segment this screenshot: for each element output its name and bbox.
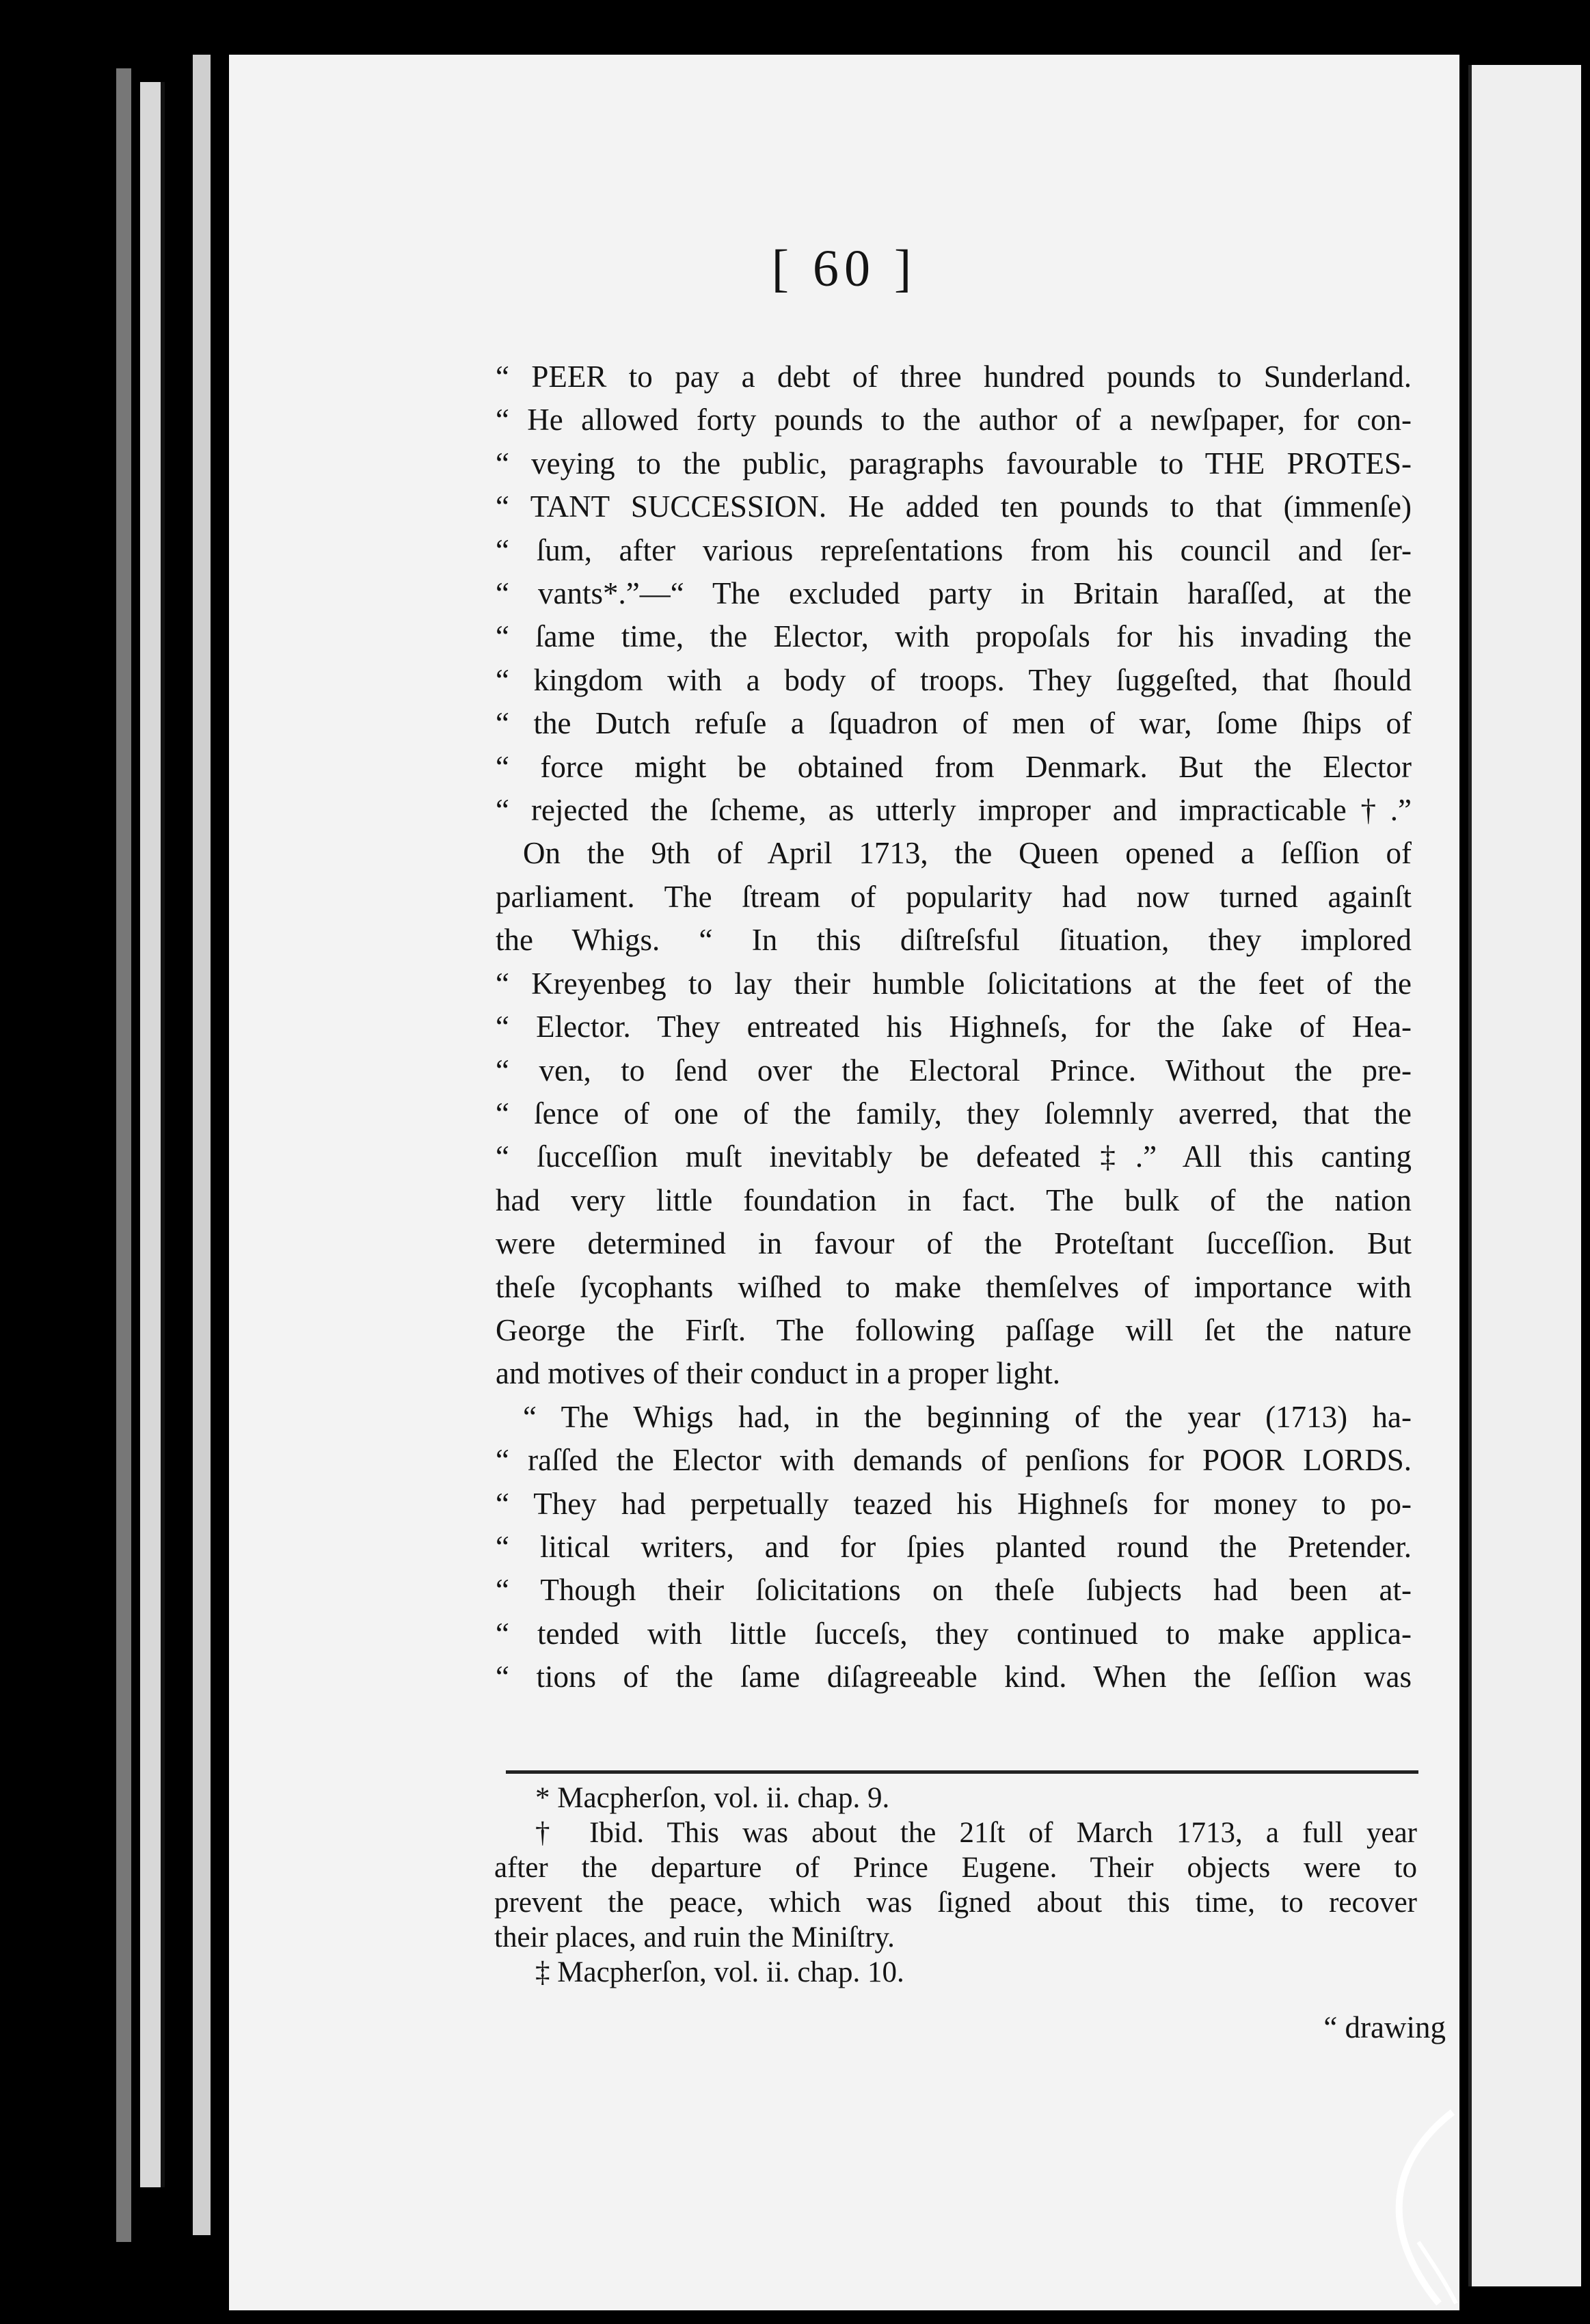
body-text <box>496 355 1412 1699</box>
text-line: “ ven, to ſend over the Electoral Prince. Without the pre- <box>496 1053 1412 1087</box>
binding-spine <box>140 82 165 2187</box>
text-line: “ He allowed forty pounds to the author of a newſpaper, for con- <box>496 403 1412 437</box>
text-line: “ They had perpetually teazed his Highneſs for money to po- <box>496 1486 1412 1521</box>
catchword: “ drawing <box>1323 2010 1446 2044</box>
footnote: ‡ Macpherſon, vol. ii. chap. 10. <box>535 1956 904 1988</box>
text-line: the Whigs. “ In this diſtreſsful ſituation, they implored <box>496 923 1412 958</box>
binding-edge <box>116 68 131 2242</box>
text-line: On the 9th of April 1713, the Queen opened a ſeſſion of <box>523 836 1412 871</box>
text-line: “ PEER to pay a debt of three hundred pounds to Sunderland. <box>496 360 1412 394</box>
text-line: “ The Whigs had, in the beginning of the year (1713) ha- <box>523 1399 1412 1434</box>
text-line: “ force might be obtained from Denmark. But the Elector <box>496 749 1412 784</box>
text-line: were determined in favour of the Proteſtant ſucceſſion. But <box>496 1226 1412 1261</box>
text-line: theſe ſycophants wiſhed to make themſelves of importance with <box>496 1269 1412 1304</box>
text-line: “ rejected the ſcheme, as utterly improper and impracticable†.” <box>496 793 1412 828</box>
facing-page-edge <box>1468 65 1581 2286</box>
footnotes <box>494 1781 1417 1990</box>
text-line: “ litical writers, and for ſpies planted round the Pretender. <box>496 1529 1412 1564</box>
text-line: “ raſſed the Elector with demands of penſions for POOR LORDS. <box>496 1443 1412 1478</box>
text-line: “ Though their ſolicitations on theſe ſubjects had been at- <box>496 1573 1412 1608</box>
book-page <box>229 55 1459 2310</box>
text-line: “ Elector. They entreated his Highneſs, for the ſake of Hea- <box>496 1010 1412 1044</box>
footnote-line: after the departure of Prince Eugene. Their objects were to <box>494 1852 1417 1884</box>
page-curl-mark <box>1350 2105 1459 2310</box>
footnote: † Ibid. This was about the 21ſt of March 1713, a full year <box>535 1817 1417 1849</box>
footnote-line: prevent the peace, which was ſigned about this time, to recover <box>494 1887 1417 1919</box>
text-line: “ veying to the public, paragraphs favourable to THE PROTES- <box>496 446 1412 481</box>
text-line: “ the Dutch refuſe a ſquadron of men of war, ſome ſhips of <box>496 706 1412 741</box>
text-line: “ vants*.”—“ The excluded party in Britain haraſſed, at the <box>496 576 1412 611</box>
page-gutter-edge <box>193 55 211 2235</box>
footnote-line: their places, and ruin the Miniſtry. <box>494 1921 895 1954</box>
text-line: “ TANT SUCCESSION. He added ten pounds to that (immenſe) <box>496 489 1412 524</box>
text-line: had very little foundation in fact. The bulk of the nation <box>496 1183 1412 1217</box>
text-line: “ ſame time, the Elector, with propoſals for his invading the <box>496 619 1412 654</box>
text-line: “ Kreyenbeg to lay their humble ſolicitations at the feet of the <box>496 966 1412 1001</box>
footnote: * Macpherſon, vol. ii. chap. 9. <box>535 1782 890 1814</box>
text-line: “ tions of the ſame diſagreeable kind. When the ſeſſion was <box>496 1660 1412 1694</box>
text-line: “ ſence of one of the family, they ſolemnly averred, that the <box>496 1096 1412 1131</box>
text-line: “ kingdom with a body of troops. They ſuggeſted, that ſhould <box>496 662 1412 697</box>
footnote-rule <box>506 1770 1418 1774</box>
page-number: [ 60 ] <box>771 240 917 297</box>
text-line: “ ſum, after various repreſentations from his council and ſer- <box>496 532 1412 567</box>
text-line: “ tended with little ſucceſs, they continued to make applica- <box>496 1616 1412 1651</box>
text-line: George the Firſt. The following paſſage will ſet the nature <box>496 1312 1412 1347</box>
text-line: “ ſucceſſion muſt inevitably be defeated‡.” All this canting <box>496 1139 1412 1174</box>
text-line: parliament. The ſtream of popularity had now turned againſt <box>496 879 1412 914</box>
text-line: and motives of their conduct in a proper light. <box>496 1356 1061 1391</box>
